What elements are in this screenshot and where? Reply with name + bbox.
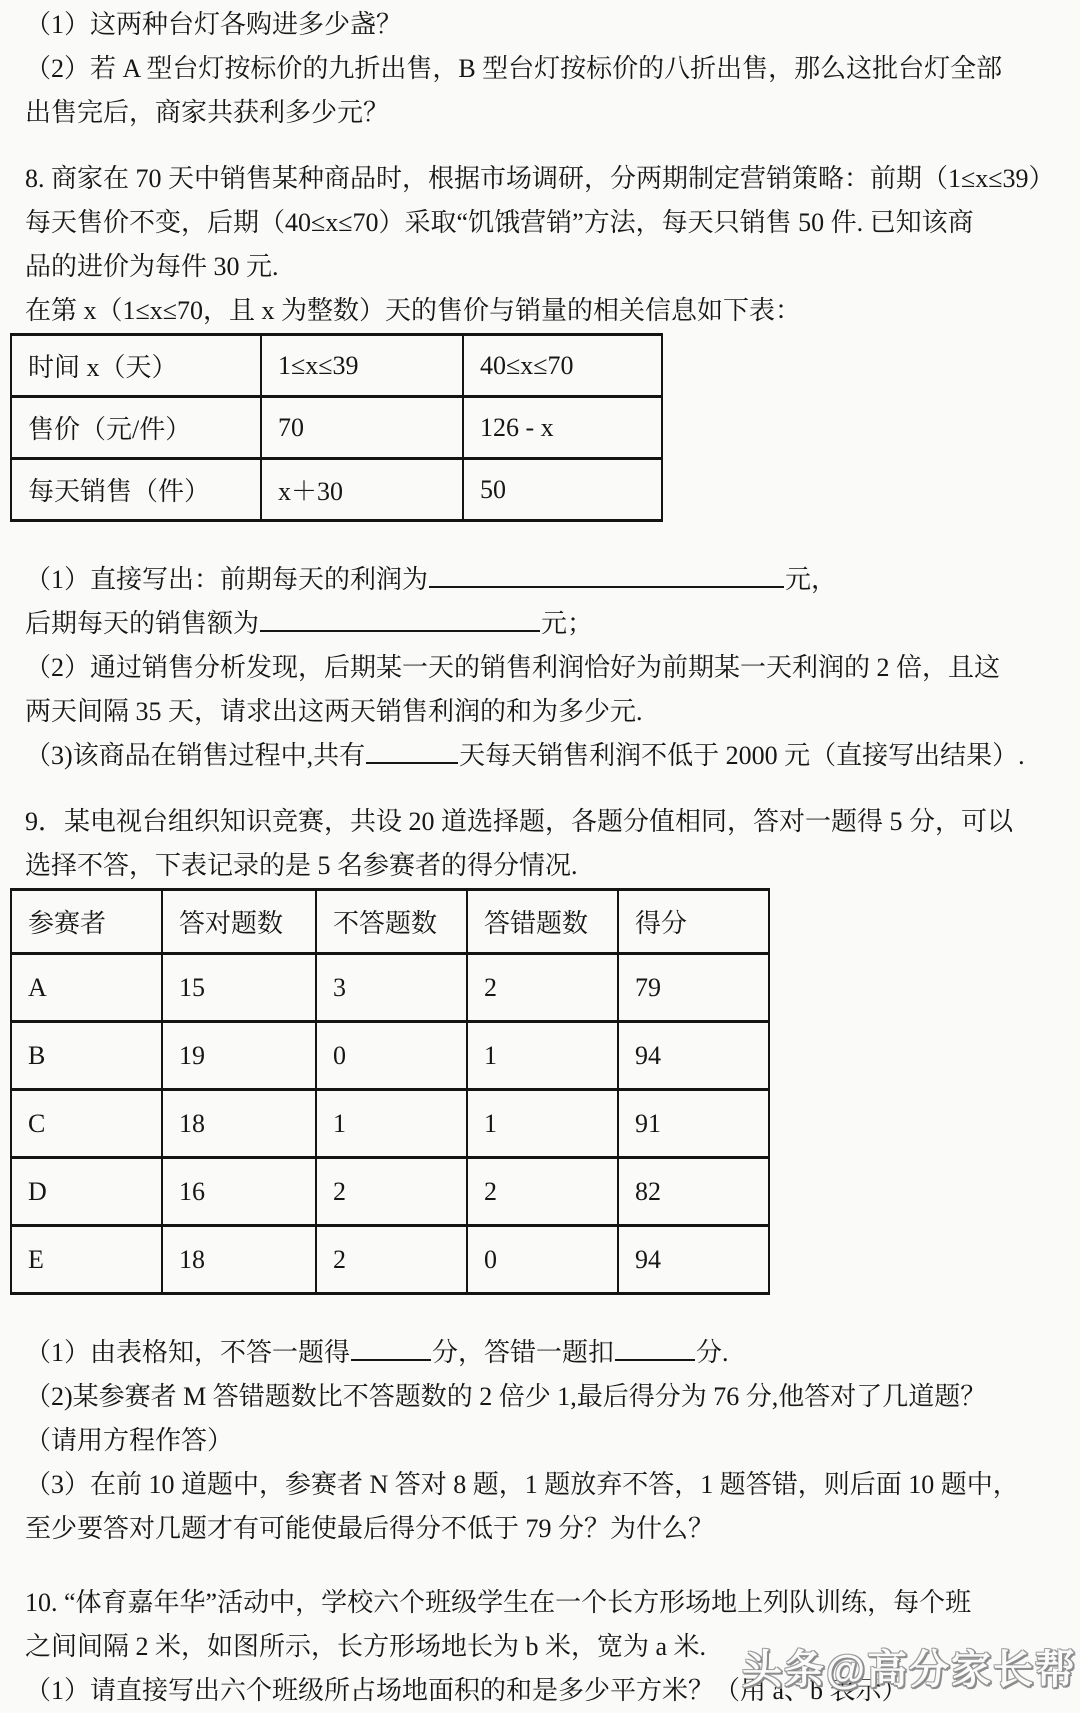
q9-score-table-cell: 91 (618, 1090, 769, 1158)
q9-score-table-cell: 19 (162, 1022, 316, 1090)
q9-part3-line2 (25, 1507, 1060, 1551)
q9-score-table-cell: A (11, 954, 162, 1022)
answer-blank (260, 630, 540, 632)
q9-score-table-cell: 16 (162, 1158, 316, 1226)
q9-score-table-row (11, 954, 769, 1022)
q8-part3-text: （3)该商品在销售过程中,共有 (25, 741, 366, 770)
spacer (25, 135, 1060, 157)
q7-part1 (25, 3, 1060, 47)
q8-price-table-cell: 时间 x（天） (11, 335, 261, 397)
q9-intro-line1 (25, 800, 1060, 844)
q8-price-table-cell: 40≤x≤70 (463, 335, 662, 397)
q7-part1-text: （1）这两种台灯各购进多少盏？ (25, 10, 403, 39)
q8-intro-line1-text: 8. 商家在 70 天中销售某种商品时，根据市场调研，分两期制定营销策略：前期（1≤x≤39） (25, 164, 1055, 193)
q9-score-table-cell: 0 (316, 1022, 467, 1090)
q8-price-table-row (11, 397, 662, 459)
spacer (25, 1551, 1060, 1581)
q8-intro-line2 (25, 201, 1060, 245)
q10-intro-line2-text: 之间间隔 2 米，如图所示，长方形场地长为 b 米，宽为 a 米. (25, 1632, 707, 1661)
q9-part3-line1 (25, 1463, 1060, 1507)
q9-part1-text: 分，答错一题扣 (432, 1338, 615, 1367)
spacer (25, 1295, 1060, 1331)
q9-score-table-cell: 79 (618, 954, 769, 1022)
q9-score-table-row (11, 1226, 769, 1294)
answer-blank (615, 1359, 695, 1361)
q9-part1-text: （1）由表格知，不答一题得 (25, 1338, 351, 1367)
q10-intro-line1-text: 10. “体育嘉年华”活动中，学校六个班级学生在一个长方形场地上列队训练，每个班 (25, 1588, 972, 1617)
q9-part2-line2 (25, 1419, 1060, 1463)
q8-part3-text: 天每天销售利润不低于 2000 元（直接写出结果）. (459, 741, 1025, 770)
q8-part1-line1-text: 元， (785, 565, 838, 594)
q8-intro-line2-text: 每天售价不变，后期（40≤x≤70）采取“饥饿营销”方法，每天只销售 50 件. 已知该商 (25, 208, 974, 237)
q9-score-table-cell: B (11, 1022, 162, 1090)
q9-score-table-cell: 2 (316, 1158, 467, 1226)
q7-part2-line2-text: 出售完后，商家共获利多少元？ (25, 98, 390, 127)
q7-part2-line2 (25, 91, 1060, 135)
q9-part2-line2-text: （请用方程作答） (25, 1426, 234, 1455)
q8-table-caption (25, 289, 1060, 333)
q8-table-caption-text: 在第 x（1≤x≤70，且 x 为整数）天的售价与销量的相关信息如下表： (25, 296, 802, 325)
q8-part1-line1 (25, 558, 1060, 602)
q9-score-table-cell: 15 (162, 954, 316, 1022)
answer-blank (366, 762, 458, 764)
answer-blank (429, 586, 784, 588)
q9-score-table-cell: 1 (467, 1022, 618, 1090)
q9-score-table-cell: E (11, 1226, 162, 1294)
q9-score-table-cell: D (11, 1158, 162, 1226)
q10-intro-line1 (25, 1581, 1060, 1625)
q8-price-table-cell: 126 - x (463, 397, 662, 459)
q9-part1-text: 分. (696, 1338, 729, 1367)
q9-score-table-cell: 2 (467, 954, 618, 1022)
q9-score-table-cell: 94 (618, 1022, 769, 1090)
q8-part2-line2-text: 两天间隔 35 天，请求出这两天销售利润的和为多少元. (25, 697, 643, 726)
q9-part2-line1-text: （2)某参赛者 M 答错题数比不答题数的 2 倍少 1,最后得分为 76 分,他答对了几道题？ (25, 1382, 987, 1411)
q8-price-table-cell: 每天销售（件） (11, 459, 261, 521)
q7-part2-line1 (25, 47, 1060, 91)
q8-price-table-cell: 售价（元/件） (11, 397, 261, 459)
q9-score-table-cell: 2 (467, 1158, 618, 1226)
q9-intro-line1-text: 9．某电视台组织知识竞赛，共设 20 道选择题，各题分值相同，答对一题得 5 分，可以 (25, 807, 1014, 836)
q8-intro-line3 (25, 245, 1060, 289)
q9-score-table-cell: 3 (316, 954, 467, 1022)
q8-price-table (10, 333, 663, 522)
q9-score-table-cell: 0 (467, 1226, 618, 1294)
answer-blank (351, 1359, 431, 1361)
q9-score-table (10, 888, 770, 1295)
q8-intro-line1 (25, 157, 1060, 201)
q9-score-table-row (11, 1022, 769, 1090)
q9-score-table-row (11, 890, 769, 954)
q8-part3 (25, 734, 1060, 778)
q9-score-table-cell: C (11, 1090, 162, 1158)
q9-score-table-cell: 答对题数 (162, 890, 316, 954)
q8-part1-line1-text: （1）直接写出：前期每天的利润为 (25, 565, 429, 594)
q8-price-table-row (11, 335, 662, 397)
q8-part2-line1 (25, 646, 1060, 690)
q8-part2-line1-text: （2）通过销售分析发现，后期某一天的销售利润恰好为前期某一天利润的 2 倍，且这 (25, 653, 1001, 682)
q9-part1 (25, 1331, 1060, 1375)
q9-score-table-row (11, 1090, 769, 1158)
q8-part1-line2-text: 元； (541, 609, 594, 638)
q8-part2-line2 (25, 690, 1060, 734)
q9-score-table-cell: 答错题数 (467, 890, 618, 954)
q8-price-table-cell: 70 (261, 397, 463, 459)
q9-intro-line2 (25, 844, 1060, 888)
q9-score-table-cell: 1 (316, 1090, 467, 1158)
q8-intro-line3-text: 品的进价为每件 30 元. (25, 252, 279, 281)
q9-score-table-cell: 82 (618, 1158, 769, 1226)
q8-price-table-cell: 1≤x≤39 (261, 335, 463, 397)
q8-price-table-cell: x＋30 (261, 459, 463, 521)
q8-price-table-row (11, 459, 662, 521)
q9-part3-line2-text: 至少要答对几题才有可能使最后得分不低于 79 分？为什么？ (25, 1514, 715, 1543)
q9-part2-line1 (25, 1375, 1060, 1419)
watermark: 头条@高分家长帮 (742, 1648, 1078, 1692)
q9-intro-line2-text: 选择不答，下表记录的是 5 名参赛者的得分情况. (25, 851, 578, 880)
q8-part1-line2-text: 后期每天的销售额为 (25, 609, 260, 638)
q8-part1-line2 (25, 602, 1060, 646)
q9-score-table-cell: 1 (467, 1090, 618, 1158)
q9-score-table-row (11, 1158, 769, 1226)
q7-part2-line1-text: （2）若 A 型台灯按标价的九折出售，B 型台灯按标价的八折出售，那么这批台灯全部 (25, 54, 1003, 83)
spacer (25, 522, 1060, 558)
q9-score-table-cell: 不答题数 (316, 890, 467, 954)
q9-part3-line1-text: （3）在前 10 道题中，参赛者 N 答对 8 题，1 题放弃不答，1 题答错，则后面 10 题中， (25, 1470, 1019, 1499)
q9-score-table-cell: 18 (162, 1090, 316, 1158)
spacer (25, 778, 1060, 800)
q9-score-table-cell: 参赛者 (11, 890, 162, 954)
q9-score-table-cell: 18 (162, 1226, 316, 1294)
q9-score-table-cell: 得分 (618, 890, 769, 954)
q9-score-table-cell: 94 (618, 1226, 769, 1294)
q9-score-table-cell: 2 (316, 1226, 467, 1294)
q10-part1-text: （1）请直接写出六个班级所占场地面积的和是多少平方米？（用 a、b 表示） (25, 1676, 908, 1705)
q8-price-table-cell: 50 (463, 459, 662, 521)
